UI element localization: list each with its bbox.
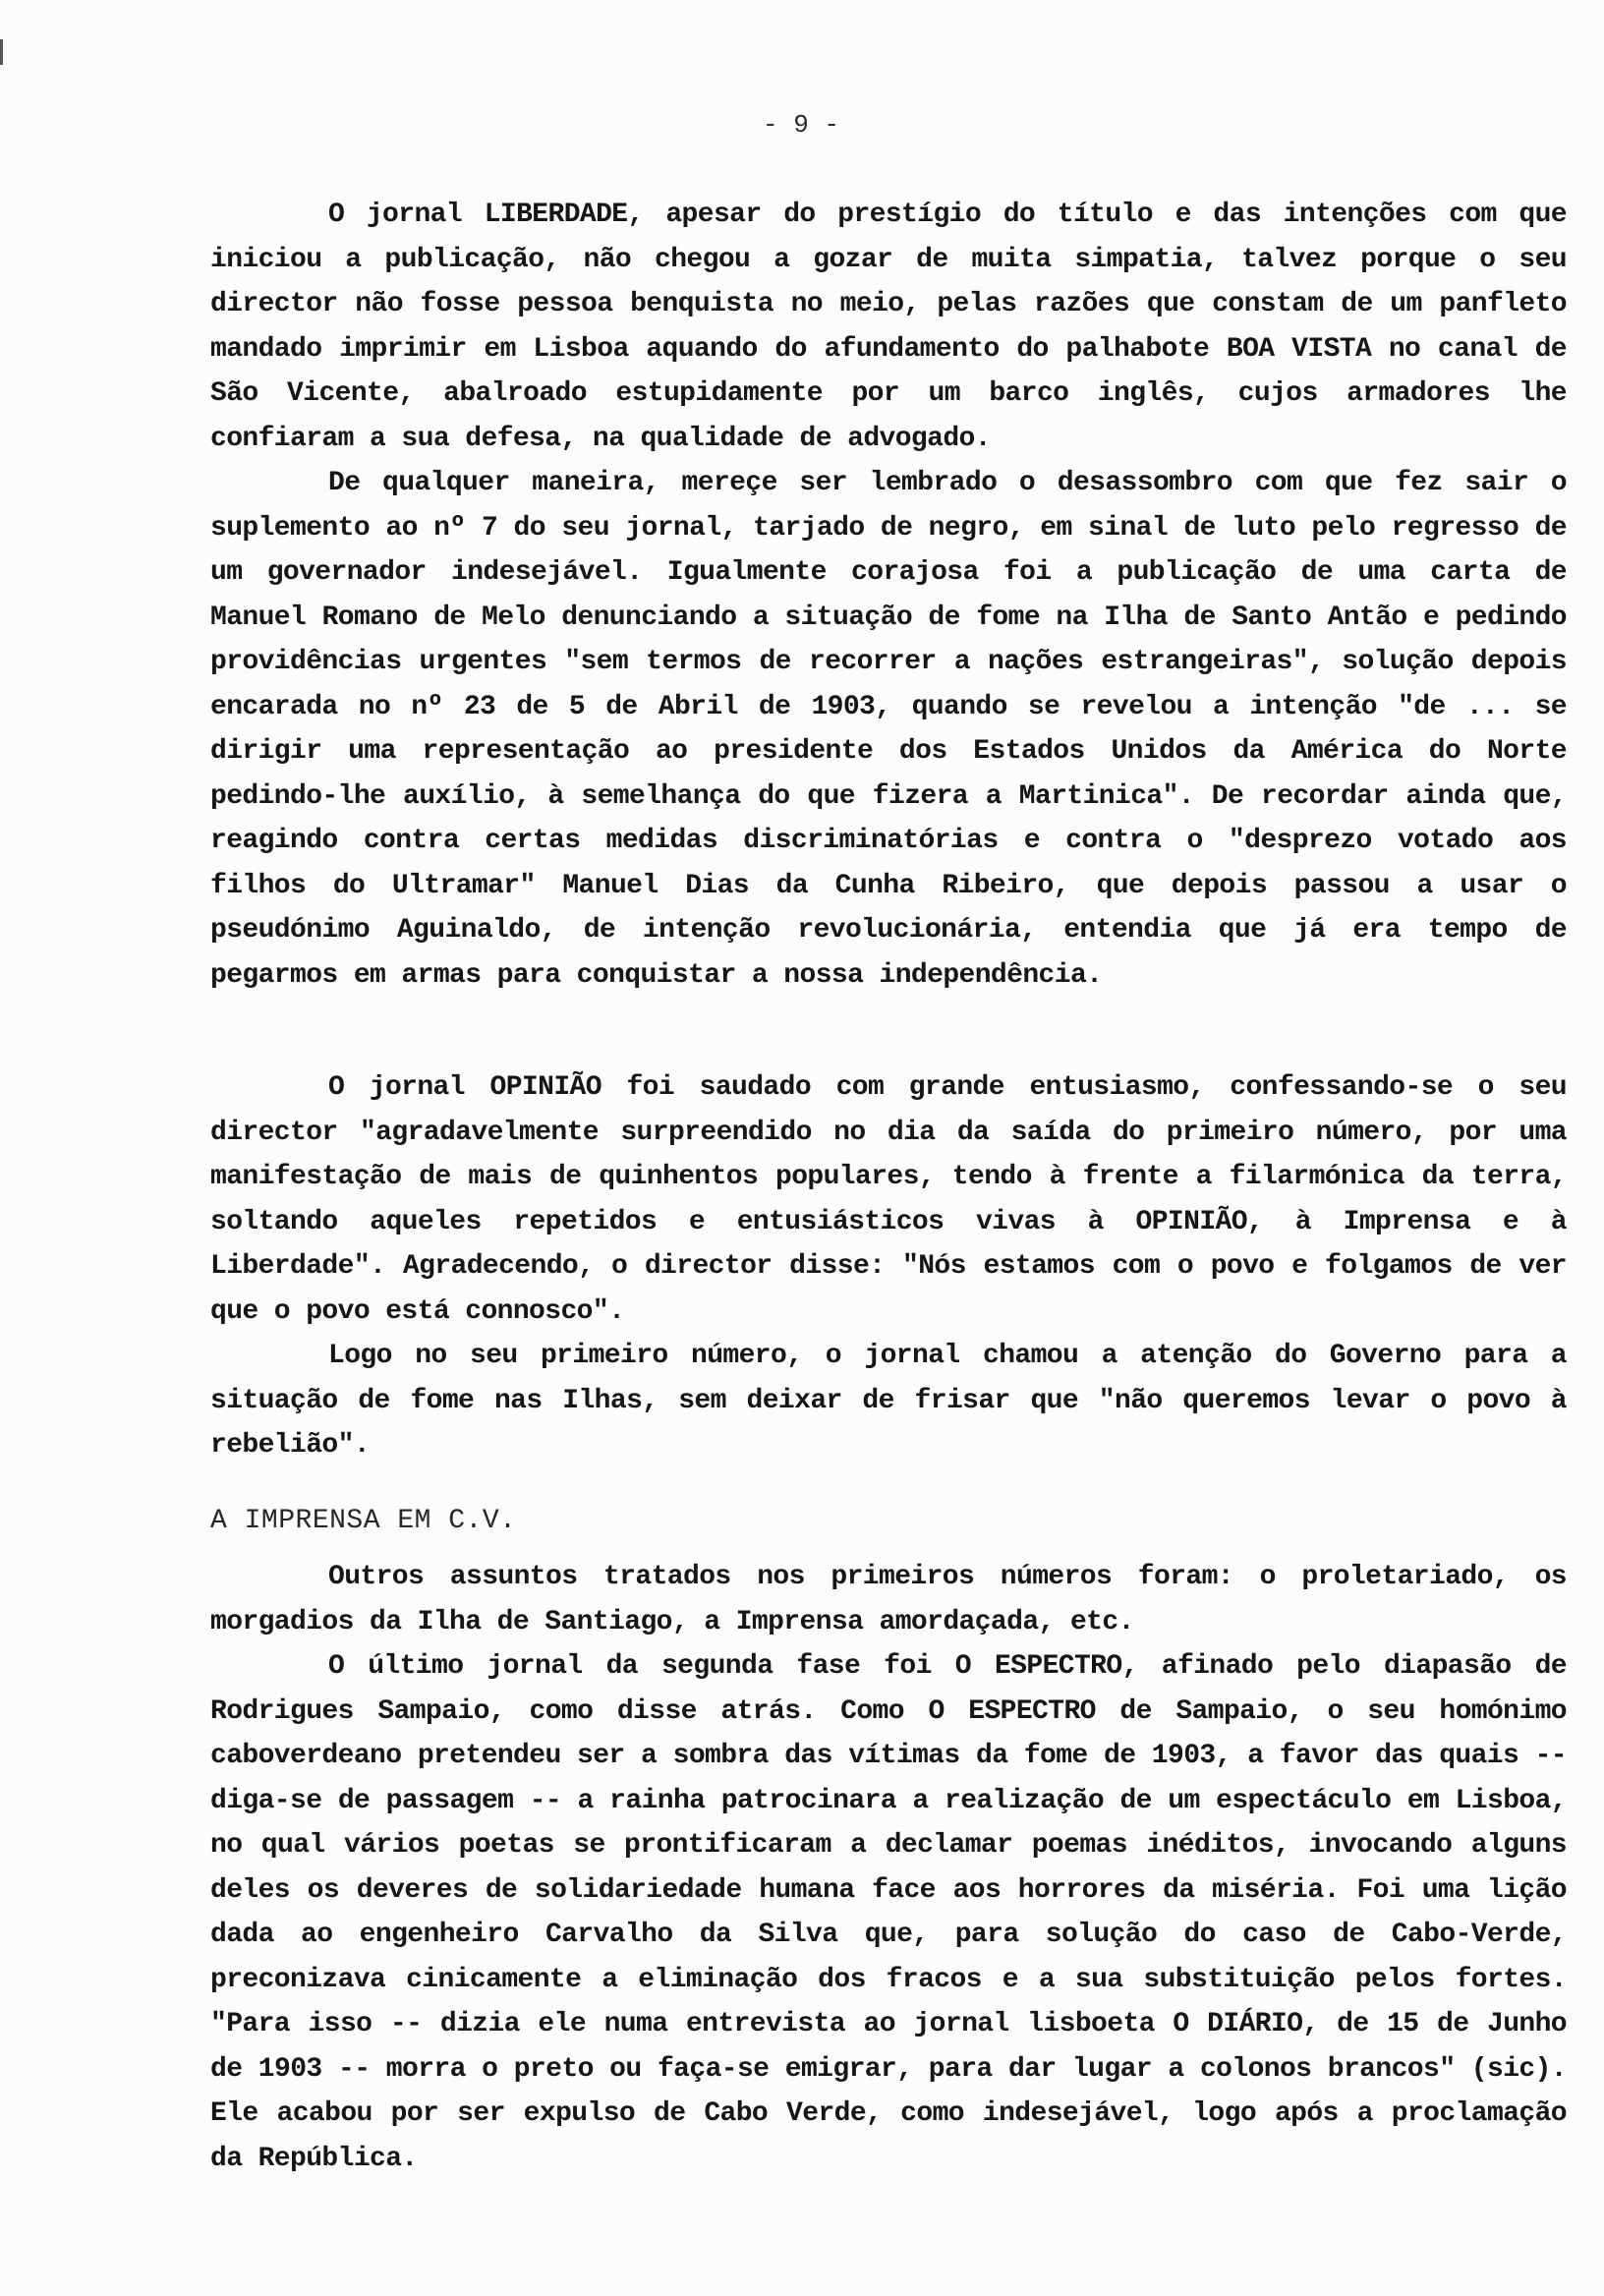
page-number: - 9 -	[762, 110, 839, 140]
paragraph: Logo no seu primeiro número, o jornal chamou a atenção do Governo para a situação de fome nas Ilhas, sem deixar de frisar que "não queremos levar o povo à rebelião".	[210, 1341, 1567, 1461]
paragraph: O jornal OPINIÃO foi saudado com grande entusiasmo, confessando-se o seu director "agradavelmente surpreendido no dia da saída do primeiro número, por uma manifestação de mais de quinhentos populares, tendo à frente a filarmónica da terra, soltando aqueles repetidos e entusiásticos vivas à OPINIÃO, à Imprensa e à Liberdade". Agradecendo, o director disse: "Nós estamos com o povo e folgamos de ver que o povo está connosco".	[210, 1072, 1567, 1327]
margin-mark	[0, 39, 9, 65]
paragraph: De qualquer maneira, mereçe ser lembrado o desassombro com que fez sair o suplemento ao nº 7 do seu jornal, tarjado de negro, em sinal de luto pelo regresso de um governador indesejável. Igualmente corajosa foi a publicação de uma carta de Manuel Romano de Melo denunciando a situação de fome na Ilha de Santo Antão e pedindo providências urgentes "sem termos de recorrer a nações estrangeiras", solução depois encarada no nº 23 de 5 de Abril de 1903, quando se revelou a intenção "de ... se dirigir uma representação ao presidente dos Estados Unidos da América do Norte pedindo-lhe auxílio, à semelhança do que fizera a Martinica". De recordar ainda que, reagindo contra certas medidas discriminatórias e contra o "desprezo votado aos filhos do Ultramar" Manuel Dias da Cunha Ribeiro, que depois passou a usar o pseudónimo Aguinaldo, de intenção revolucionária, entendia que já era tempo de pegarmos em armas para conquistar a nossa independência.	[210, 468, 1567, 991]
paragraph: O último jornal da segunda fase foi O ESPECTRO, afinado pelo diapasão de Rodrigues Sampaio, como disse atrás. Como O ESPECTRO de Sampaio, o seu homónimo caboverdeano pretendeu ser a sombra das vítimas da fome de 1903, a favor das quais -- diga-se de passagem -- a rainha patrocinara a realização de um espectáculo em Lisboa, no qual vários poetas se prontificaram a declamar poemas inéditos, invocando alguns deles os deveres de solidariedade humana face aos horrores da miséria. Foi uma lição dada ao engenheiro Carvalho da Silva que, para solução do caso de Cabo-Verde, preconizava cinicamente a eliminação dos fracos e a sua substituição pelos fortes. "Para isso -- dizia ele numa entrevista ao jornal lisboeta O DIÁRIO, de 15 de Junho de 1903 -- morra o preto ou faça-se emigrar, para dar lugar a colonos brancos" (sic). Ele acabou por ser expulso de Cabo Verde, como indesejável, logo após a proclamação da República.	[210, 1651, 1567, 2174]
paragraph: O jornal LIBERDADE, apesar do prestígio do título e das intenções com que iniciou a publicação, não chegou a gozar de muita simpatia, talvez porque o seu director não fosse pessoa benquista no meio, pelas razões que constam de um panfleto mandado imprimir em Lisboa aquando do afundamento do palhabote BOA VISTA no canal de São Vicente, abalroado estupidamente por um barco inglês, cujos armadores lhe confiaram a sua defesa, na qualidade de advogado.	[210, 200, 1567, 454]
paragraph: Outros assuntos tratados nos primeiros números foram: o proletariado, os morgadios da Ilha de Santiago, a Imprensa amordaçada, etc.	[210, 1562, 1567, 1637]
section-espectro	[210, 1555, 1567, 2181]
section-opiniao	[210, 1065, 1567, 1468]
section-heading: A IMPRENSA EM C.V.	[210, 1506, 517, 1536]
section-liberdade	[210, 193, 1567, 998]
